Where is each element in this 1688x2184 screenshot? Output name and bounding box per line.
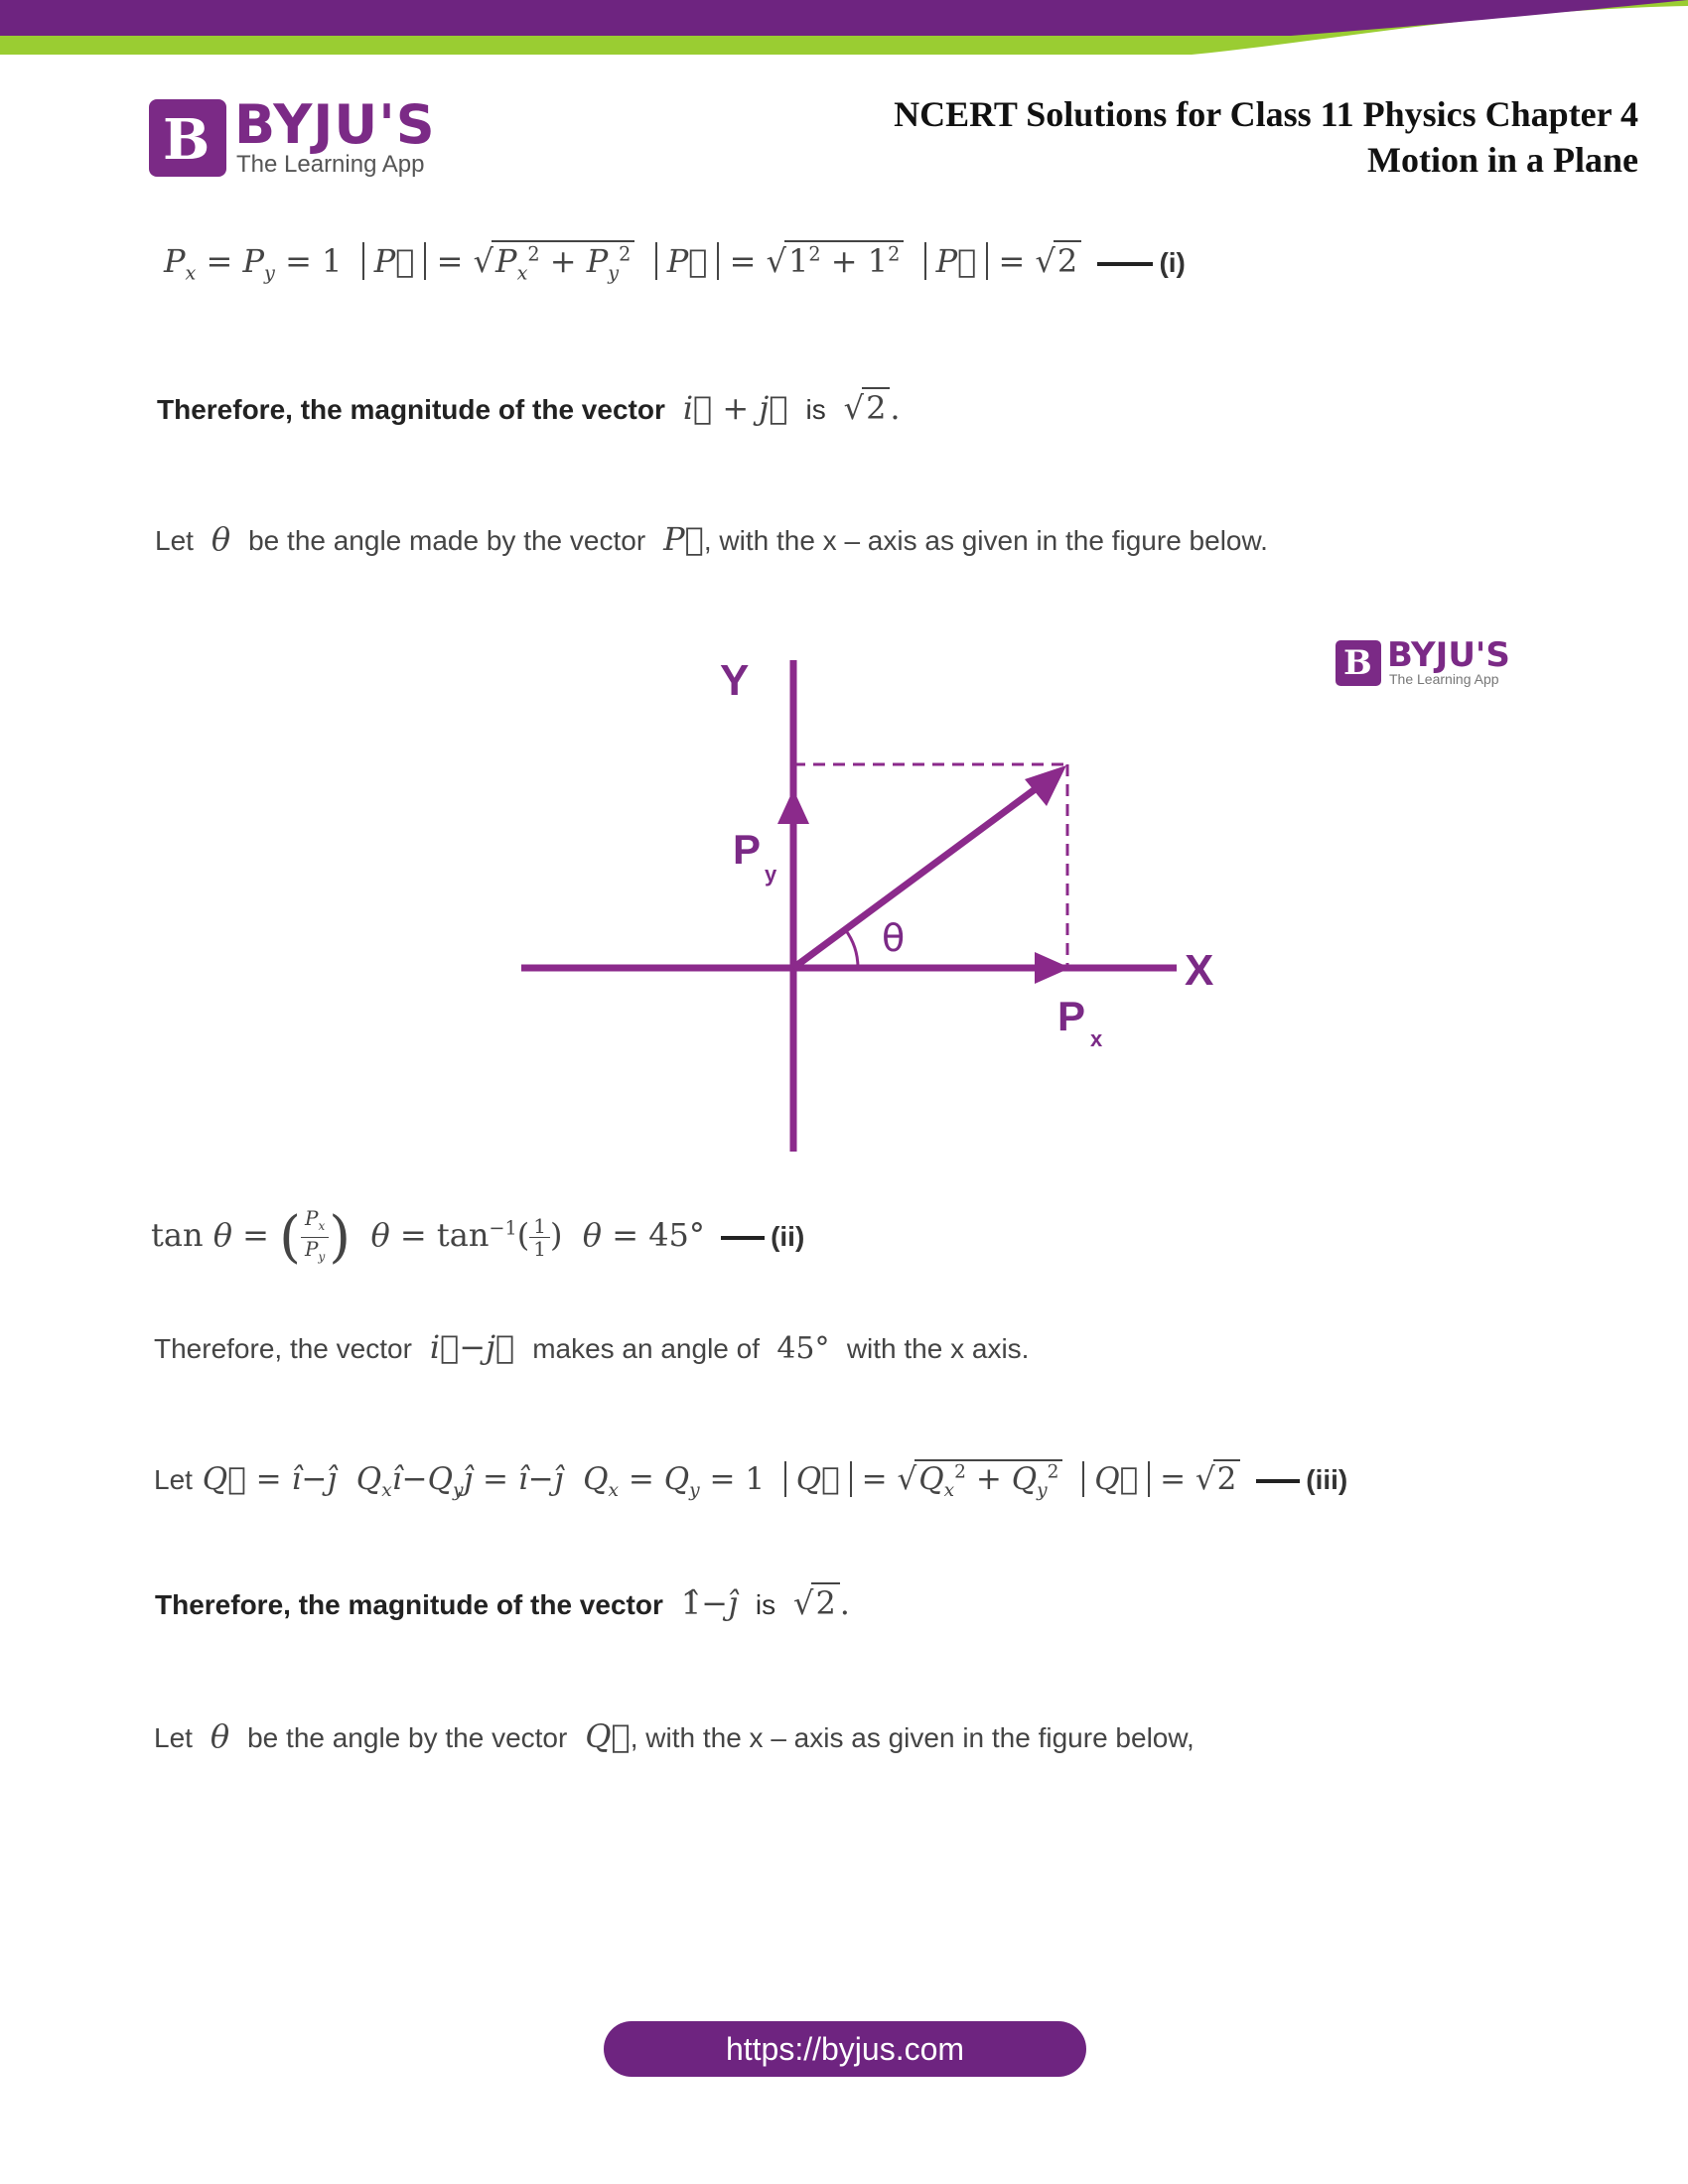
vector-p: [793, 776, 1053, 968]
angle-statement: Therefore, the vector i⃗−j⃗ makes an angle of 45° with the x axis.: [154, 1328, 1030, 1366]
equation-dash: [1097, 262, 1153, 266]
angle-statement-end: with the x axis.: [846, 1333, 1030, 1364]
magnitude-p-text: Therefore, the magnitude of the vector: [157, 394, 665, 425]
top-banner: [0, 0, 1688, 60]
title-line-2: Motion in a Plane: [1366, 140, 1638, 180]
byjus-logo-icon: B: [149, 99, 226, 177]
watermark-logo-icon: B: [1336, 640, 1381, 686]
logo-tagline: The Learning App: [236, 151, 425, 178]
equation-2-label: (ii): [771, 1221, 805, 1252]
title-line-1: NCERT Solutions for Class 11 Physics Chapter 4: [894, 94, 1638, 134]
magnitude-q-text: Therefore, the magnitude of the vector: [155, 1589, 663, 1620]
is-word: is: [805, 394, 826, 425]
py-arrowhead: [777, 789, 809, 824]
byjus-logo: [149, 93, 437, 181]
equation-3-label: (iii): [1306, 1464, 1348, 1495]
equation-1-label: (i): [1159, 247, 1186, 278]
x-axis-label: X: [1185, 946, 1214, 995]
let-theta-p-text: be the angle made by the vector: [248, 525, 646, 556]
px-arrowhead: [1035, 952, 1070, 984]
equation-1: $P_x = P_y = 1$ P⃗ = $√P_x^2 + P_y^2$ P⃗ = $√1^2 + 1^2$ P⃗ = √2 (i): [164, 242, 1186, 285]
theta-arc: [845, 929, 858, 968]
logo-brand-text: BYJU'S: [234, 93, 436, 156]
y-axis-label: Y: [720, 656, 750, 705]
angle-statement-start: Therefore, the vector: [154, 1333, 412, 1364]
px-subscript: x: [1090, 1026, 1103, 1051]
vector-p-arrowhead: [1025, 765, 1066, 806]
px-label: P: [1057, 993, 1086, 1039]
let-q-word: Let: [154, 1464, 193, 1495]
let-word: Let: [155, 525, 194, 556]
equation-3: Let Q⃗ = î−ĵ $Q_xî-Q_yĵ$ = î−ĵ $Q_x = Q_y = 1$ Q⃗ = $√Q_x^2 + Q_y^2$ Q⃗ = √2 (iii): [154, 1461, 1348, 1502]
py-subscript: y: [765, 862, 777, 887]
vector-p-figure: [516, 645, 1231, 1161]
footer-url-text[interactable]: https://byjus.com: [725, 2031, 965, 2067]
magnitude-q-statement: Therefore, the magnitude of the vector 1̂−ĵ is √2 .: [155, 1584, 850, 1622]
page-title: [894, 91, 1638, 183]
is-word: is: [755, 1589, 776, 1620]
equation-2: tan θ = ( $\frac{P_x}{P_y}$ ) $\theta = \tan^{-1}$( $\frac{1}{1}$ ) θ = 45° (ii): [151, 1205, 805, 1270]
let-theta-q-statement: Let θ be the angle by the vector Q⃗, with the x – axis as given in the figure below,: [154, 1717, 1195, 1755]
let-theta-p-tail: , with the x – axis as given in the figure below.: [703, 525, 1268, 556]
let-theta-q-tail: , with the x – axis as given in the figure below,: [630, 1722, 1195, 1753]
watermark-logo: [1336, 637, 1534, 693]
py-label: P: [733, 826, 762, 873]
watermark-brand: BYJU'S: [1387, 635, 1510, 675]
equation-dash: [721, 1236, 765, 1240]
watermark-tagline: The Learning App: [1389, 671, 1499, 687]
magnitude-p-statement: Therefore, the magnitude of the vector i⃗ + j⃗ is √2 .: [157, 389, 901, 427]
footer-url-button[interactable]: [604, 2021, 1086, 2077]
let-theta-p-statement: Let θ be the angle made by the vector P⃗, with the x – axis as given in the figure below.: [155, 520, 1268, 558]
angle-statement-mid: makes an angle of: [532, 1333, 760, 1364]
equation-dash: [1256, 1479, 1300, 1483]
let-theta-q-text: be the angle by the vector: [247, 1722, 568, 1753]
theta-label: θ: [882, 916, 906, 960]
let-word: Let: [154, 1722, 193, 1753]
